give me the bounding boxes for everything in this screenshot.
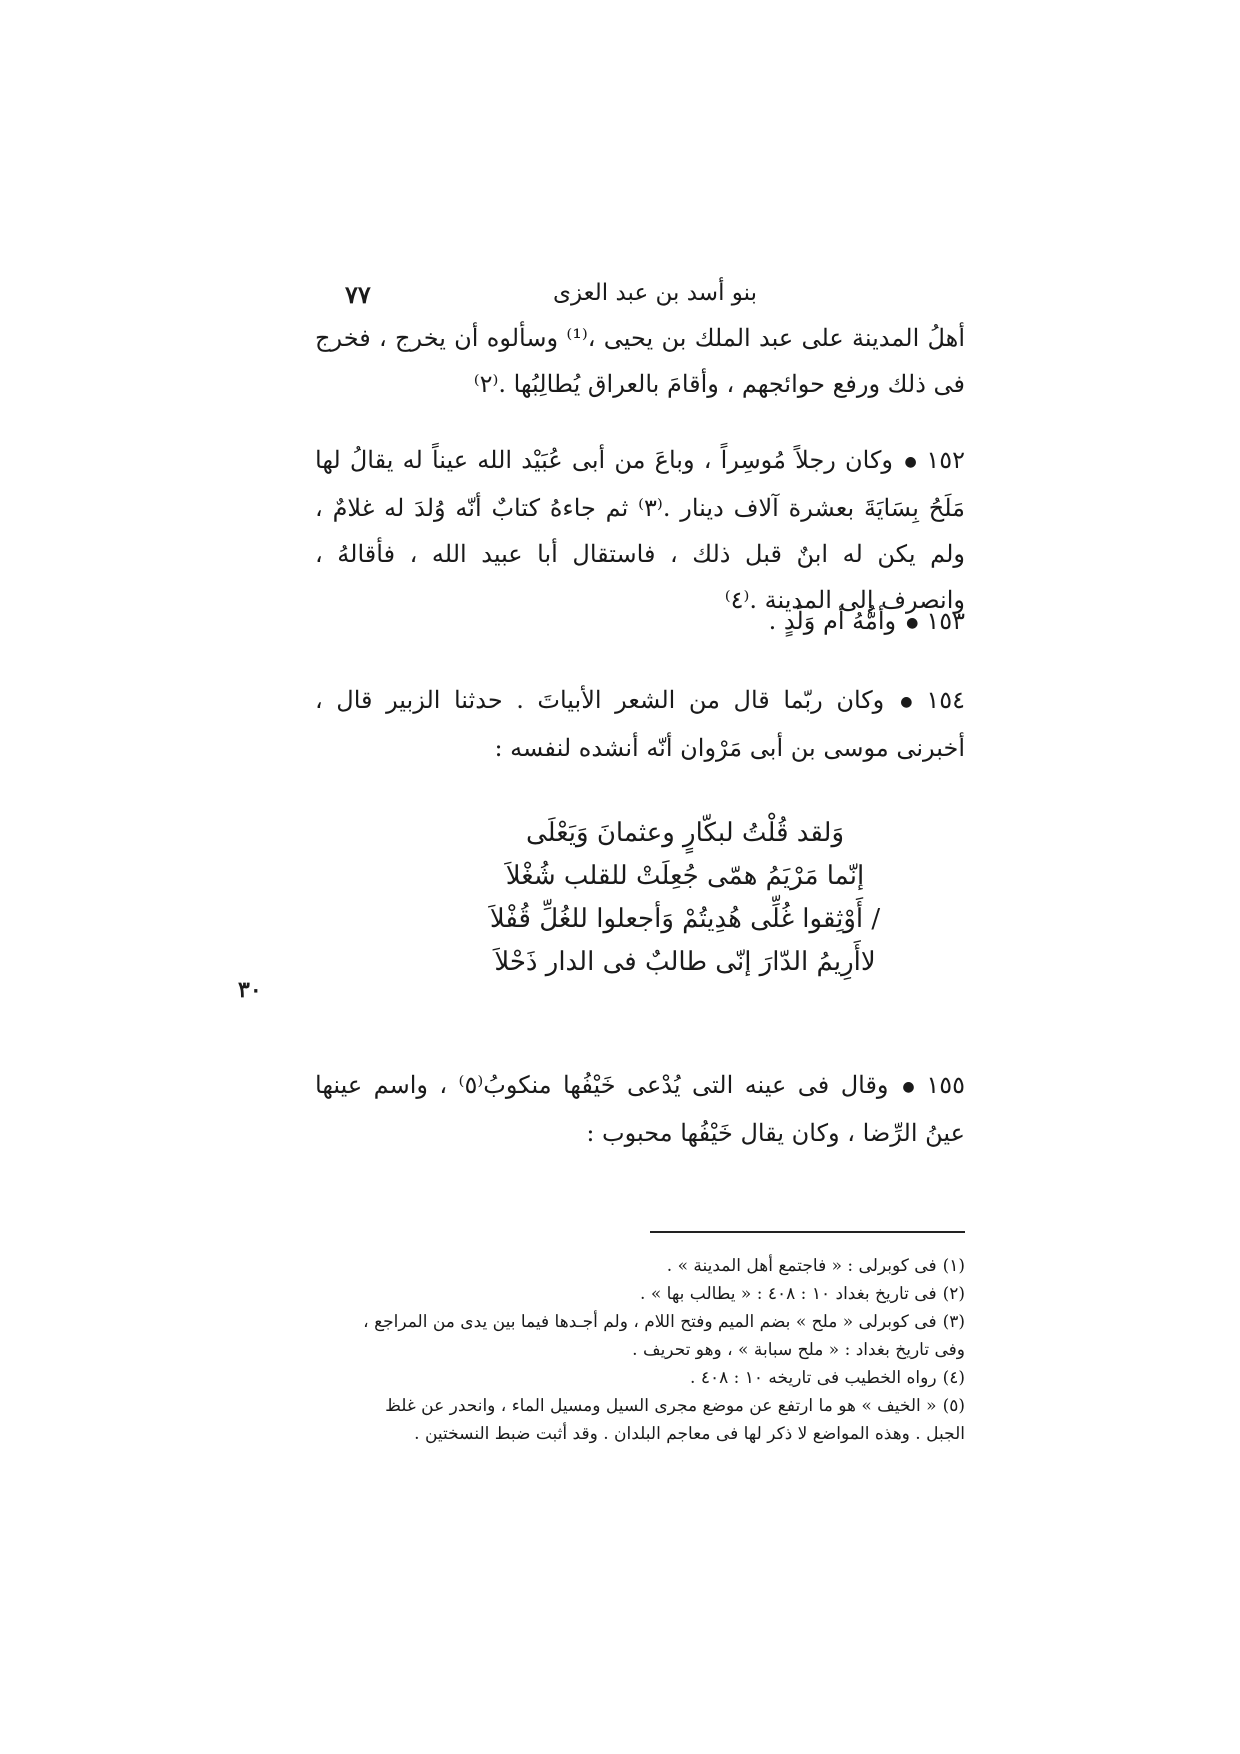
paragraph-number: ١٥٥ xyxy=(926,1071,965,1099)
footnote-label: (٣) xyxy=(942,1312,965,1332)
verse-line: / أَوْثِقوا غُلِّى هُدِيتُمْ وَأجعلوا للغُلِّ قُفْلاَ xyxy=(489,904,881,934)
footnote-label: (٤) xyxy=(942,1368,965,1388)
running-title: بنو أسد بن عبد العزى xyxy=(552,280,758,306)
margin-page-marker: ٣٠ xyxy=(238,977,262,1003)
page-number: ٧٧ xyxy=(345,280,371,309)
footnote-text: فى كوبرلى : « فاجتمع أهل المدينة » . xyxy=(666,1256,937,1276)
verse-line: وَلقد قُلْتُ لبكّارٍ وعثمانَ وَيَعْلَى xyxy=(525,818,845,848)
footnote-text: فى تاريخ بغداد ١٠ : ٤٠٨ : « يطالب بها » . xyxy=(640,1284,937,1304)
page-header xyxy=(345,280,965,320)
footnote-text: فى كوبرلى « ملح » بضم الميم وفتح اللام ، ولم أجـدها فيما بين يدى من المراجع ، xyxy=(363,1312,937,1332)
footnote-4 xyxy=(315,1364,965,1392)
paragraph-text: وقال فى عينه التى يُدْعى خَيْفُها منكوبُ⁽٥⁾ ، واسم عينها عينُ الرِّضا ، وكان يقال خَيْفُها محبوب : xyxy=(315,1071,965,1147)
footnote-1 xyxy=(315,1252,965,1280)
verse-line: لاأَرِيمُ الدّارَ إنّى طالبٌ فى الدار ذَحْلاَ xyxy=(494,947,876,977)
footnotes xyxy=(315,1252,965,1448)
paragraph-152 xyxy=(315,437,965,623)
paragraph-text: وكان ربّما قال من الشعر الأبياتَ . حدثنا الزبير قال ، أخبرنى موسى بن أبى مَرْوان أنّه أنشده لنفسه : xyxy=(315,686,965,762)
footnote-5 xyxy=(315,1392,965,1448)
paragraph-number: ١٥٢ xyxy=(926,446,965,474)
paragraph-155 xyxy=(315,1062,965,1156)
footnote-2 xyxy=(315,1280,965,1308)
paragraph-153 xyxy=(315,598,965,646)
paragraph-text: وكان رجلاً مُوسِراً ، وباعَ من أبى عُبَيْد الله عيناً له يقالُ لها مَلَحُ بِسَايَةَ بعشرة آلاف دينار .⁽٣⁾ ثم جاءهُ كتابٌ أنّه وُلدَ له غلامٌ ، ولم يكن له ابنٌ قبل ذلك ، فاستقال أبا عبيد الله ، فأقالهُ ، وانصرف إلى المدينة .⁽٤⁾ xyxy=(315,446,965,614)
verse-line: إنّما مَرْيَمُ همّى جُعِلَتْ للقلب شُغْلاَ xyxy=(505,861,865,891)
bullet-icon: ● xyxy=(898,1078,919,1095)
footnote-continuation: الجبل . وهذه المواضع لا ذكر لها فى معاجم البلدان . وقد أثبت ضبط النسختين . xyxy=(414,1424,965,1444)
bullet-icon: ● xyxy=(894,693,919,710)
footnote-label: (٥) xyxy=(942,1396,965,1416)
footnote-label: (٢) xyxy=(942,1284,965,1304)
footnote-divider xyxy=(650,1231,965,1233)
paragraph-text: وأمُّهُ أم وَلَدٍ . xyxy=(768,607,897,635)
footnote-label: (١) xyxy=(942,1256,965,1276)
paragraph-number: ١٥٣ xyxy=(926,607,965,635)
paragraph-continuation xyxy=(315,315,965,407)
footnote-text: رواه الخطيب فى تاريخه ١٠ : ٤٠٨ . xyxy=(690,1368,937,1388)
footnote-continuation: وفى تاريخ بغداد : « ملح سبابة » ، وهو تحريف . xyxy=(632,1340,965,1360)
poem xyxy=(475,812,895,984)
footnote-3 xyxy=(315,1308,965,1364)
paragraph-154 xyxy=(315,677,965,771)
footnote-text: « الخيف » هو ما ارتفع عن موضع مجرى السيل ومسيل الماء ، وانحدر عن غلظ xyxy=(385,1396,937,1416)
bullet-icon: ● xyxy=(903,453,919,470)
paragraph-number: ١٥٤ xyxy=(926,686,966,714)
paragraph-text: أهلُ المدينة على عبد الملك بن يحيى ،⁽¹⁾ وسألوه أن يخرج ، فخرج فى ذلك ورفع حوائجهم ، وأقامَ بالعراق يُطالِبُها .⁽٢⁾ xyxy=(315,324,966,398)
bullet-icon: ● xyxy=(906,614,919,631)
